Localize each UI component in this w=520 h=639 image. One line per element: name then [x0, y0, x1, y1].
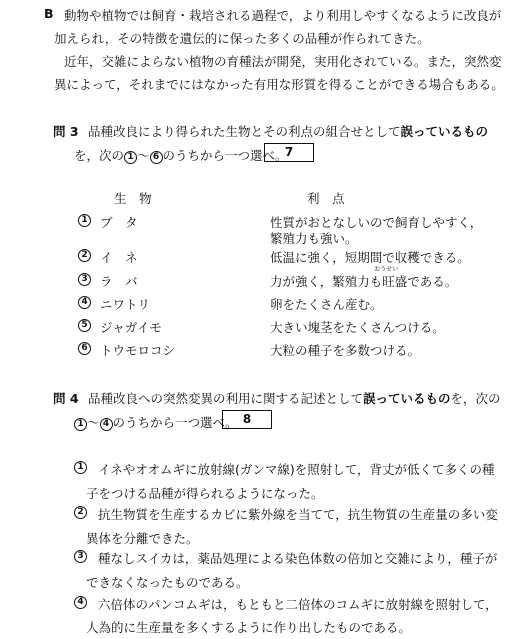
- advantage: 大きい塊茎をたくさんつける。: [270, 320, 445, 335]
- question-label: 問 3: [53, 124, 79, 139]
- option-text: 六倍体のパンコムギは，もともと二倍体のコムギに放射線を照射して，: [98, 597, 498, 612]
- passage-line: 異によって，それまでにはなかった有用な形質を得ることができる場合もある。: [54, 77, 504, 92]
- question-text-part: 品種改良により得られた生物とその利点の組合せとして: [88, 124, 401, 139]
- range-sep: 〜: [137, 148, 150, 163]
- option-text: イネやオオムギに放射線(ガンマ線)を照射して，背丈が低くて多くの種: [98, 462, 495, 477]
- option-text: 種なしスイカは，薬品処理による染色体数の倍加と交雑により，種子が: [98, 551, 498, 566]
- question-text: [88, 389, 501, 407]
- option-text-cont: 人為的に生産量を多くするように作り出したものである。: [86, 620, 412, 635]
- question-text-part: 品種改良への突然変異の利用に関する記述として: [88, 391, 364, 406]
- question-emphasis: 誤っているもの: [400, 124, 489, 139]
- range-sep: 〜: [87, 415, 100, 430]
- organism: ラ バ: [100, 274, 138, 289]
- question-label: 問 4: [53, 391, 79, 406]
- range-start-circle: 1: [74, 418, 87, 431]
- option-number: 4: [74, 596, 87, 609]
- passage-line: 加えられ，その特徴を遺伝的に保った多くの品種が作られてきた。: [54, 31, 430, 46]
- option-text-cont: 異体を分離できた。: [86, 531, 199, 546]
- question-text-line2: [74, 146, 288, 164]
- range-end-circle: 6: [150, 151, 163, 164]
- option-number: 2: [78, 249, 91, 262]
- organism: ブ タ: [100, 215, 138, 230]
- column-header-advantage: 利 点: [307, 191, 345, 206]
- option-number: 1: [74, 461, 87, 474]
- section-label: B: [44, 6, 54, 21]
- range-start-circle: 1: [124, 151, 137, 164]
- organism: イ ネ: [100, 250, 138, 265]
- option-text-cont: できなくなったものである。: [86, 575, 249, 590]
- advantage: 性質がおとなしいので飼育しやすく，: [270, 215, 483, 230]
- answer-box[interactable]: 8: [222, 410, 272, 429]
- answer-box[interactable]: 7: [264, 143, 314, 162]
- option-number: 1: [78, 214, 91, 227]
- organism: ジャガイモ: [100, 320, 162, 335]
- organism: ニワトリ: [100, 297, 151, 312]
- advantage: 卵をたくさん産む。: [270, 297, 383, 312]
- option-number: 2: [74, 506, 87, 519]
- option-number: 3: [78, 273, 91, 286]
- advantage: 力が強く，繁殖力も旺盛である。: [270, 274, 458, 289]
- advantage: 大粒の種子を多数つける。: [270, 343, 421, 358]
- question-text-line2: [74, 413, 238, 431]
- advantage-cont: 繁殖力も強い。: [270, 231, 358, 246]
- range-end-circle: 4: [100, 418, 113, 431]
- option-text-cont: 子をつける品種が得られるようになった。: [86, 486, 324, 501]
- option-text: 抗生物質を生産するカビに紫外線を当てて，抗生物質の生産量の多い変: [98, 507, 498, 522]
- ruby-annotation: おうせい: [374, 266, 399, 273]
- option-number: 6: [78, 342, 91, 355]
- passage-line: 動物や植物では飼育・栽培される過程で，より利用しやすくなるように改良が: [64, 8, 502, 23]
- advantage: 低温に強く，短期間で収穫できる。: [270, 250, 470, 265]
- question-text-part: のうちから一つ選べ。: [112, 415, 238, 430]
- question-text: [88, 122, 488, 140]
- question-text-part: を，次の: [74, 148, 125, 163]
- question-text-part: の: [488, 391, 501, 406]
- organism: トウモロコシ: [100, 343, 176, 358]
- option-number: 5: [78, 319, 91, 332]
- question-text-part: のうちから一つ選べ。: [162, 148, 288, 163]
- passage-line: 近年，交雑によらない植物の育種法が開発，実用化されている。また，突然変: [64, 54, 502, 69]
- question-emphasis: 誤っているもの: [363, 391, 451, 406]
- column-header-organism: 生 物: [114, 191, 152, 206]
- option-number: 3: [74, 550, 87, 563]
- question-text-part: を，次: [450, 391, 489, 406]
- option-number: 4: [78, 296, 91, 309]
